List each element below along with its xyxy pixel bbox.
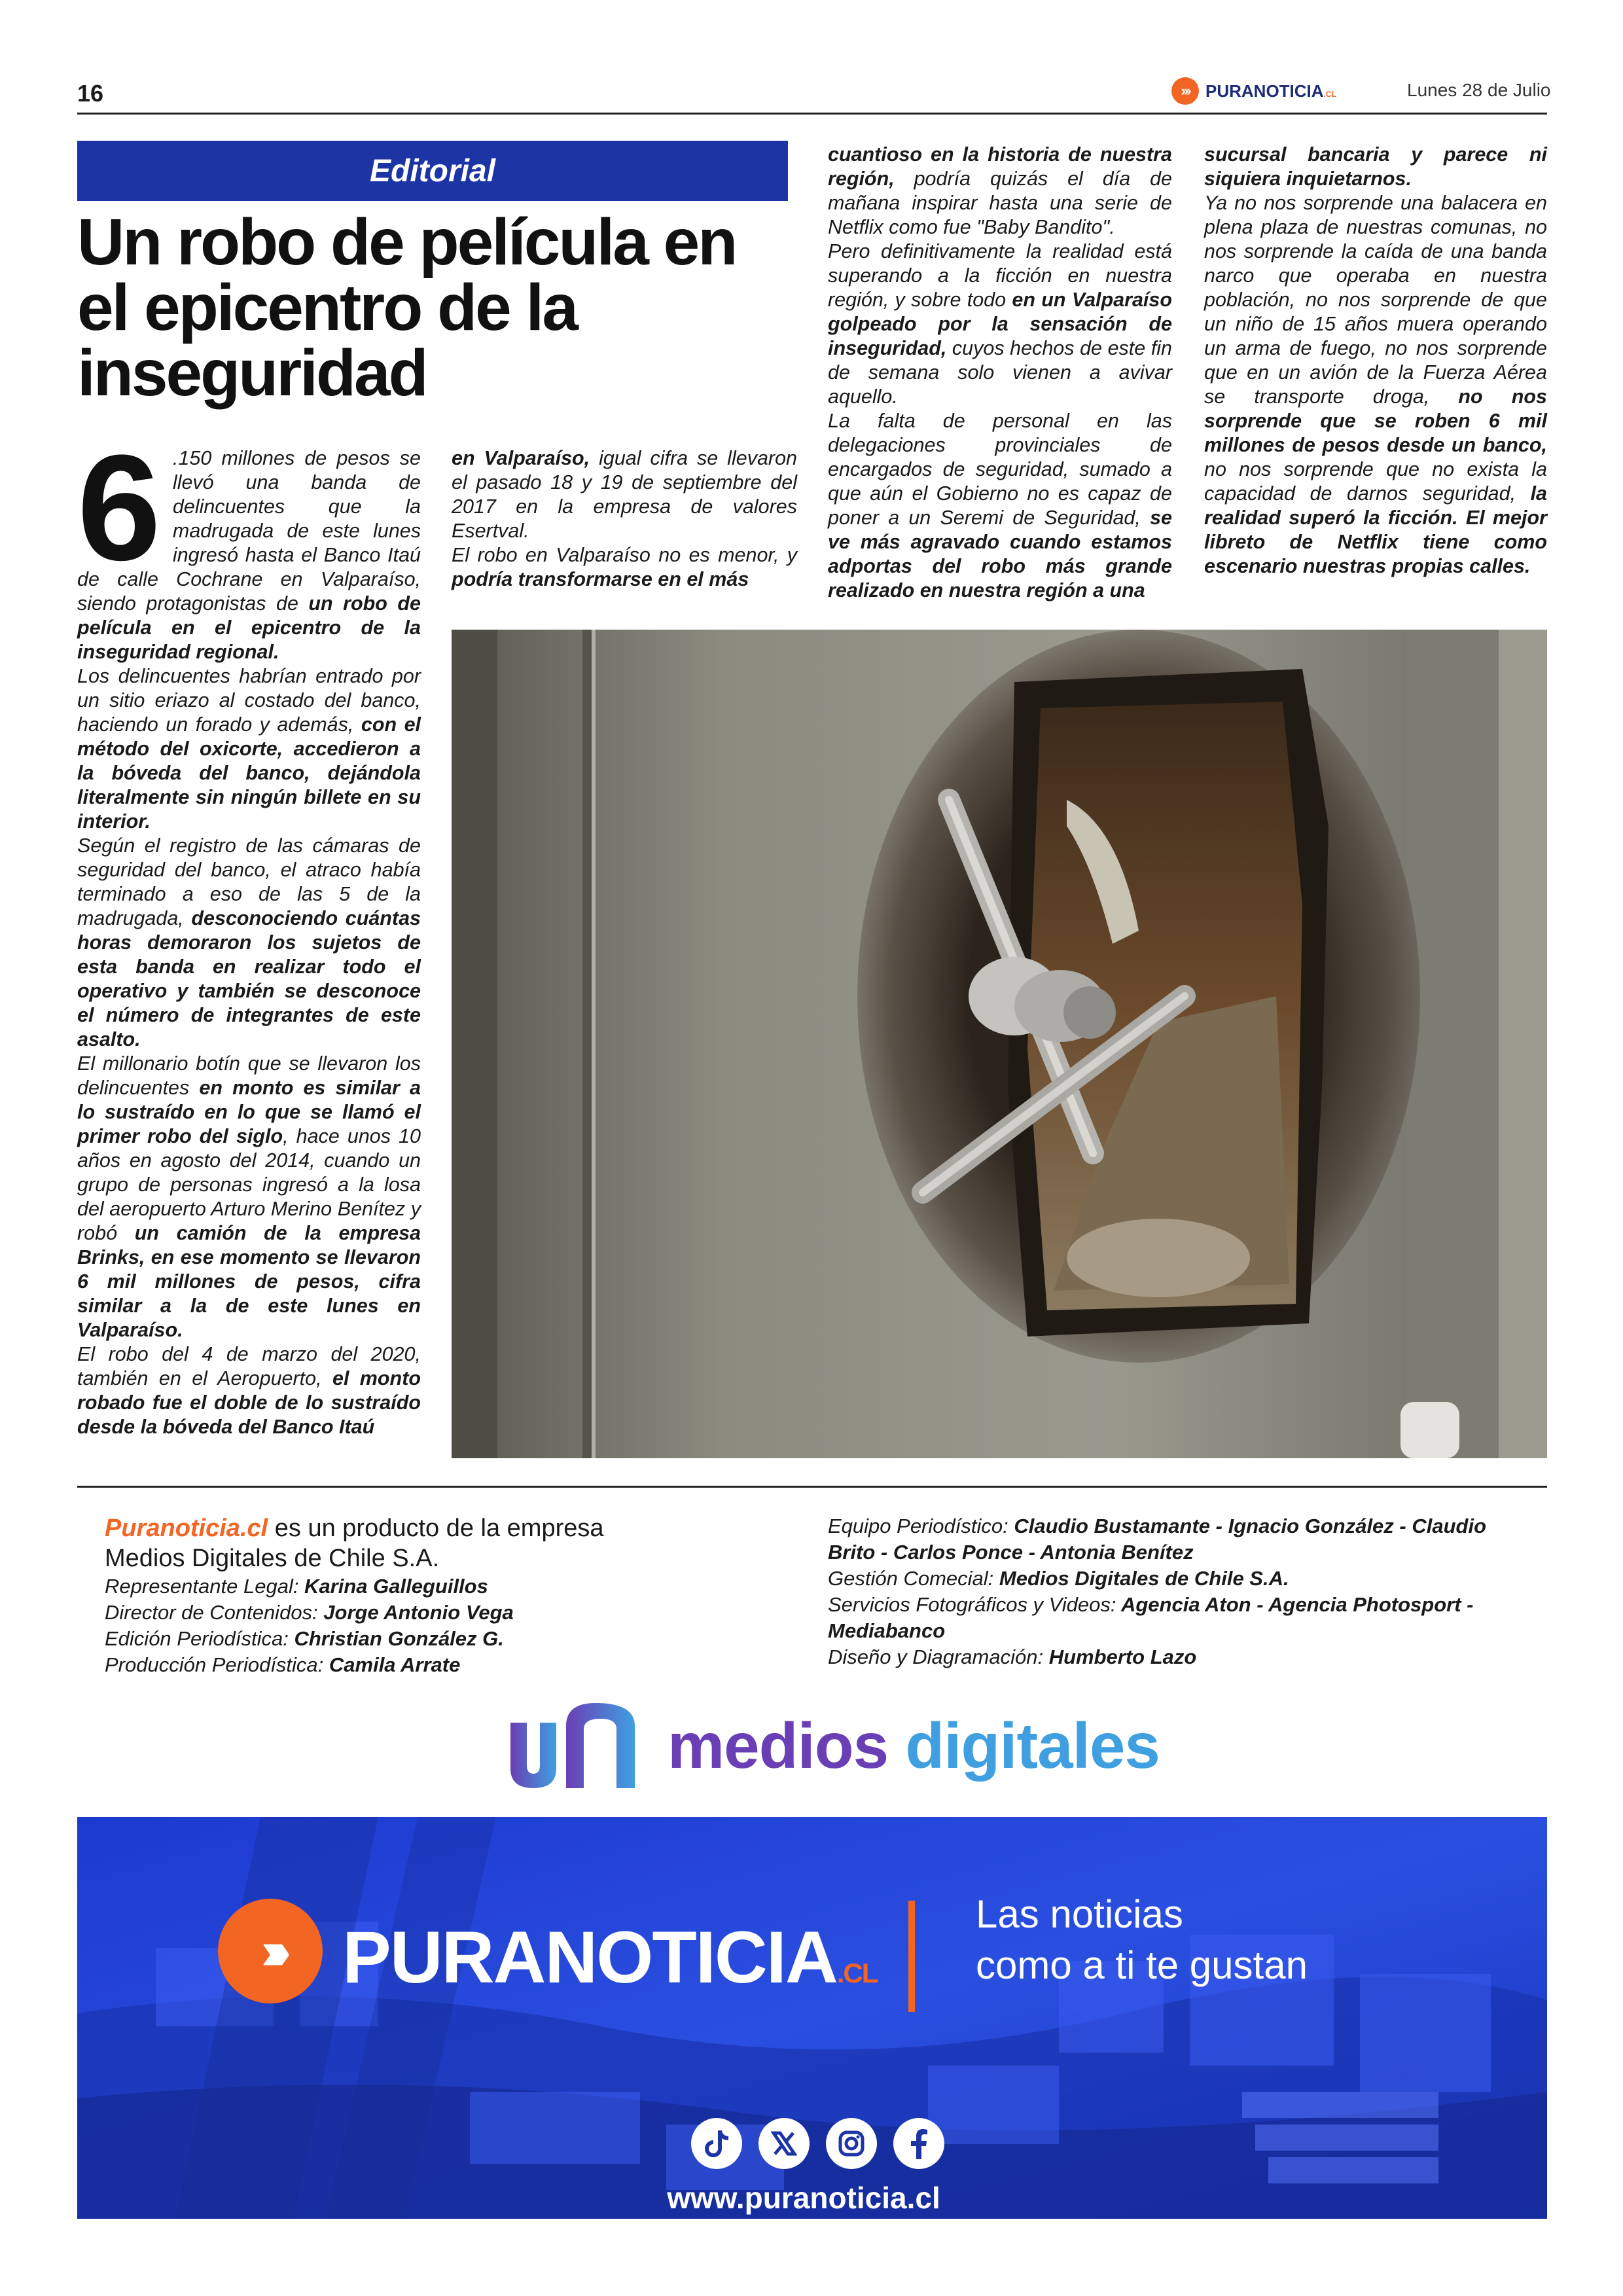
banner-chevrons-icon: ››› [218,1899,323,2003]
article-column-2 [452,446,797,592]
social-icons [691,2118,944,2169]
credit-line: Edición Periodística: Christian González G. [105,1627,504,1650]
article-paragraph: El robo del 4 de marzo del 2020, también en el Aeropuerto, el monto robado fue el doble de lo sustraído desde la bóveda del Banco Itaú [77,1343,421,1438]
article-paragraph: Según el registro de las cámaras de seguridad del banco, el atraco había terminado a eso de las 5 de la madrugada, desconociendo cuántas horas demoraron los sujetos de esta banda en realizar todo el operativo y también se desconoce el número de integrantes de este asalto. [77,834,421,1050]
banner-logo-wordmark: PURANOTICIA.CL [342,1916,878,1998]
imprint-left [105,1513,759,1678]
md-word1: medios [668,1709,889,1782]
puranoticia-header-logo[interactable] [1171,77,1336,105]
article-paragraph: La falta de personal en las delegaciones provinciales de encargados de seguridad, sumado a que aún el Gobierno no es capaz de poner a un Seremi de Seguridad, se ve más agravado cuando estamos adportas del robo más grande realizado en nuestra región a una [828,410,1172,601]
banner-tagline: Las noticias como a ti te gustan [976,1892,1308,1987]
article-paragraph: Los delincuentes habrían entrado por un sitio eriazo al costado del banco, haciendo un forado y además, con el método del oxicorte, accedieron a la bóveda del banco, dejándola literalmente sin ningún billete en su interior. [77,665,421,833]
x-icon[interactable] [758,2118,810,2169]
header-logo-wordmark: PURANOTICIA.CL [1205,81,1336,101]
imprint-brand[interactable]: Puranoticia.cl [105,1515,268,1542]
article-paragraph: Pero definitivamente la realidad está superando a la ficción en nuestra región, y sobre todo en un Valparaíso golpeado por la sensación de inseguridad, cuyos hechos de este fin de semana solo vienen a avivar aquello. [828,240,1172,408]
imprint-brand-text: es un producto de la empresa [268,1515,604,1542]
article-paragraph: .150 millones de pesos se llevó una banda de delincuentes que la madrugada de este lunes ingresó hasta el Banco Itaú de calle Cochrane en Valparaíso, siendo protagonistas de un robo de película en el epicentro de la inseguridad regional. [77,447,421,663]
article-paragraph: en Valparaíso, igual cifra se llevaron el pasado 18 y 19 de septiembre del 2017 en la empresa de valores Esertval. [452,447,797,542]
puranoticia-banner[interactable] [77,1817,1547,2219]
article-paragraph: El millonario botín que se llevaron los delincuentes en monto es similar a lo sustraído en lo que se llamó el primer robo del siglo, hace unos 10 años en agosto del 2014, cuando un grupo de personas ingresó a la losa del aeropuerto Arturo Merino Benítez y robó un camión de la empresa Brinks, en ese momento se llevaron 6 mil millones de pesos, cifra similar a la de este lunes en Valparaíso. [77,1052,421,1341]
headline: Un robo de película en el epicentro de la inseguridad [77,206,736,410]
tiktok-icon[interactable] [691,2118,742,2169]
credit-line: Director de Contenidos: Jorge Antonio Vega [105,1601,514,1624]
article-paragraph: Ya no nos sorprende una balacera en plena plaza de nuestras comunas, no nos sorprende la caída de una banda narco que operaba en nuestra población, no nos sorprende de que un niño de 15 años muera operando un arma de fuego, no nos sorprende que en un avión de la Fuerza Aérea se transporte droga, no nos sorprende que se roben 6 mil millones de pesos desde un banco, no nos sorprende que no exista la capacidad de darnos seguridad, la realidad superó la ficción. El mejor libreto de Netflix tiene como escenario nuestras propias calles. [1204,192,1547,577]
drop-cap: 6 [77,423,161,592]
medios-digitales-logo[interactable] [504,1696,1160,1795]
issue-date: Lunes 28 de Julio [1407,80,1551,100]
chevrons-icon: ››› [1171,77,1199,105]
page-number: 16 [77,80,104,107]
article-column-3 [828,143,1172,603]
section-label: Editorial [77,141,788,201]
vault-photo [452,630,1547,1458]
credit-line: Diseño y Diagramación: Humberto Lazo [828,1645,1197,1668]
md-word2: digitales [905,1709,1160,1782]
imprint-company: Medios Digitales de Chile S.A. [105,1545,440,1572]
article-paragraph: sucursal bancaria y parece ni siquiera inquietarnos. [1204,143,1547,190]
imprint-right [828,1513,1508,1670]
md-mark-icon [504,1696,641,1795]
facebook-icon[interactable] [893,2118,944,2169]
footer-divider [77,1486,1547,1488]
credit-line: Representante Legal: Karina Galleguillos [105,1575,488,1598]
banner-url[interactable]: www.puranoticia.cl [667,2181,940,2215]
article-column-1 [77,423,421,1439]
article-paragraph: El robo en Valparaíso no es menor, y podría transformarse en el más [452,544,797,590]
credit-line: Servicios Fotográficos y Videos: Agencia Aton - Agencia Photosport - Mediabanco [828,1593,1474,1642]
header-divider [77,113,1547,115]
banner-separator [908,1901,915,2012]
article-column-4 [1204,143,1547,579]
article-paragraph: cuantioso en la historia de nuestra región, podría quizás el día de mañana inspirar hasta una serie de Netflix como fue "Baby Bandito". [828,143,1172,238]
instagram-icon[interactable] [826,2118,877,2169]
credit-line: Equipo Periodístico: Claudio Bustamante - Ignacio González - Claudio Brito - Carlos Ponce - Antonia Benítez [828,1515,1487,1564]
credit-line: Producción Periodística: Camila Arrate [105,1653,461,1676]
credit-line: Gestión Comecial: Medios Digitales de Chile S.A. [828,1567,1289,1590]
